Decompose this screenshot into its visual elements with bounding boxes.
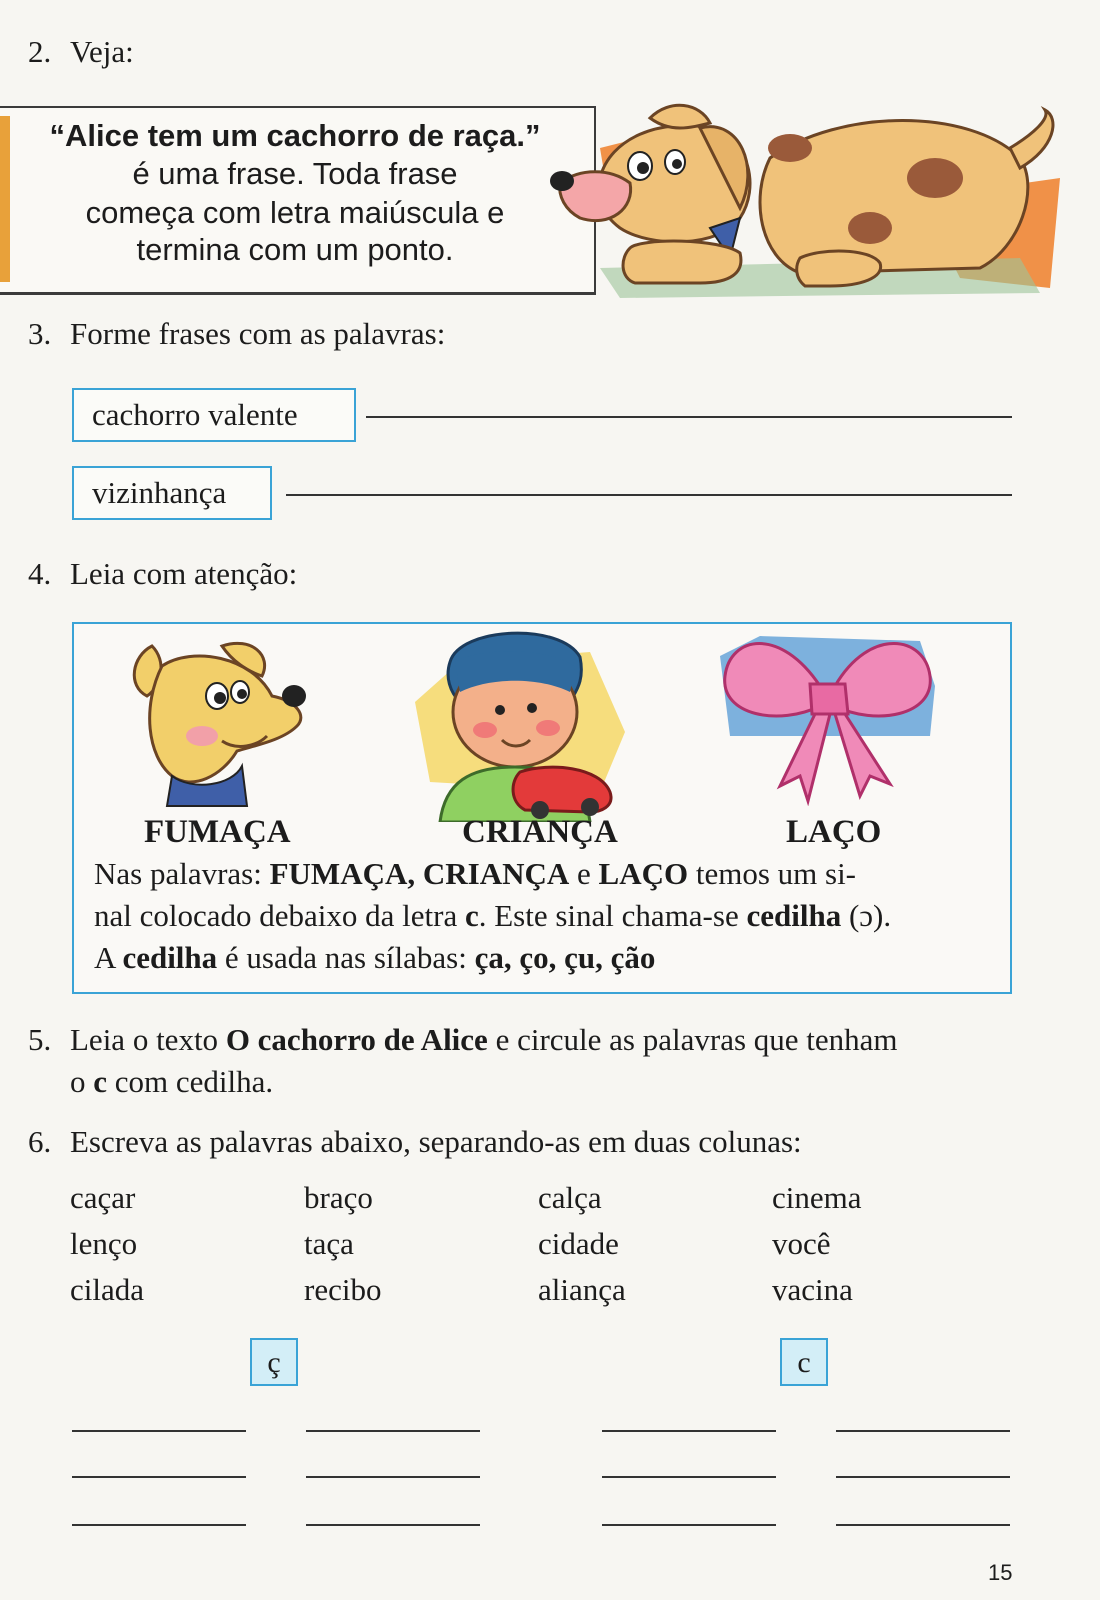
word-box-vizinhanca: vizinhança bbox=[72, 466, 272, 520]
answer-blank[interactable] bbox=[306, 1430, 480, 1432]
exercise-number: 3. bbox=[28, 316, 52, 351]
answer-blank[interactable] bbox=[72, 1430, 246, 1432]
exercise-3-heading bbox=[28, 316, 445, 352]
answer-blank[interactable] bbox=[836, 1476, 1010, 1478]
exercise-number: 4. bbox=[28, 556, 52, 591]
answer-blank[interactable] bbox=[72, 1524, 246, 1526]
text-run: Leia o texto bbox=[70, 1022, 226, 1057]
word-item: braço bbox=[304, 1180, 373, 1215]
exercise-number: 2. bbox=[28, 34, 52, 69]
answer-blank[interactable] bbox=[306, 1524, 480, 1526]
dog-crouching-illustration bbox=[540, 88, 1070, 308]
word-item: recibo bbox=[304, 1272, 382, 1307]
column-header-c: c bbox=[780, 1338, 828, 1386]
bold-run: cedilha bbox=[746, 898, 842, 933]
text-run: e circule as palavras que tenham bbox=[487, 1022, 898, 1057]
exercise-prompt: Escreva as palavras abaixo, separando-as em duas colunas: bbox=[70, 1124, 802, 1159]
child-with-toy-car-illustration bbox=[410, 622, 630, 822]
text-run: . Este sinal chama-se bbox=[478, 898, 747, 933]
bold-run: cedilha bbox=[122, 940, 218, 975]
dog-head-illustration bbox=[122, 626, 312, 816]
answer-blank[interactable] bbox=[72, 1476, 246, 1478]
decorative-strip bbox=[0, 116, 10, 282]
text-run: é usada nas sílabas: bbox=[217, 940, 475, 975]
text-run: nal colocado debaixo da letra bbox=[94, 898, 465, 933]
cedilha-paragraph-line-3 bbox=[94, 940, 655, 976]
exercise-prompt: Veja: bbox=[70, 34, 134, 69]
cedilha-paragraph-line-2 bbox=[94, 898, 891, 934]
word-item: cidade bbox=[538, 1226, 619, 1261]
rule-line-2: começa com letra maiúscula e bbox=[85, 195, 505, 230]
word-item: vacina bbox=[772, 1272, 853, 1307]
word-item: você bbox=[772, 1226, 831, 1261]
text-run: (ɔ). bbox=[841, 898, 892, 933]
exercise-2-heading bbox=[28, 34, 134, 70]
exercise-prompt: Forme frases com as palavras: bbox=[70, 316, 446, 351]
exercise-number: 6. bbox=[28, 1124, 52, 1159]
text-run: A bbox=[94, 940, 123, 975]
caption-fumaca: FUMAÇA bbox=[144, 814, 291, 850]
caption-laco: LAÇO bbox=[786, 814, 882, 850]
word-item: calça bbox=[538, 1180, 602, 1215]
answer-blank[interactable] bbox=[306, 1476, 480, 1478]
exercise-6-heading bbox=[28, 1124, 802, 1160]
exercise-5-line-2 bbox=[70, 1064, 273, 1100]
word-item: aliança bbox=[538, 1272, 626, 1307]
answer-blank[interactable] bbox=[602, 1476, 776, 1478]
example-sentence: “Alice tem um cachorro de raça.” bbox=[49, 118, 541, 153]
cedilha-paragraph-line-1 bbox=[94, 856, 856, 892]
text-run: temos um si- bbox=[688, 856, 857, 891]
word-item: lenço bbox=[70, 1226, 138, 1261]
word-item: caçar bbox=[70, 1180, 136, 1215]
caption-crianca: CRIANÇA bbox=[462, 814, 618, 850]
bold-run: FUMAÇA, CRIANÇA bbox=[269, 856, 570, 891]
bold-run: c bbox=[93, 1064, 108, 1099]
rule-line-1: é uma frase. Toda frase bbox=[132, 156, 458, 191]
answer-blank[interactable] bbox=[836, 1430, 1010, 1432]
exercise-number: 5. bbox=[28, 1022, 52, 1057]
answer-blank[interactable] bbox=[602, 1524, 776, 1526]
exercise-5-line-1 bbox=[28, 1022, 898, 1058]
pink-bow-illustration bbox=[720, 626, 940, 806]
text-run: o bbox=[70, 1064, 94, 1099]
answer-blank[interactable] bbox=[836, 1524, 1010, 1526]
rule-line-3: termina com um ponto. bbox=[136, 232, 454, 267]
text-run: Nas palavras: bbox=[94, 856, 270, 891]
answer-line[interactable] bbox=[286, 494, 1012, 496]
page-number: 15 bbox=[988, 1560, 1013, 1585]
bold-run: O cachorro de Alice bbox=[225, 1022, 488, 1057]
text-run: com cedilha. bbox=[107, 1064, 274, 1099]
exercise-prompt: Leia com atenção: bbox=[70, 556, 298, 591]
bold-run: LAÇO bbox=[598, 856, 689, 891]
exercise-4-heading bbox=[28, 556, 297, 592]
word-item: taça bbox=[304, 1226, 354, 1261]
answer-blank[interactable] bbox=[602, 1430, 776, 1432]
text-run: e bbox=[569, 856, 599, 891]
rule-box bbox=[0, 106, 596, 295]
word-box-cachorro-valente: cachorro valente bbox=[72, 388, 356, 442]
word-item: cilada bbox=[70, 1272, 145, 1307]
bold-run: ça, ço, çu, ção bbox=[474, 940, 656, 975]
bold-run: c bbox=[464, 898, 479, 933]
answer-line[interactable] bbox=[366, 416, 1012, 418]
word-item: cinema bbox=[772, 1180, 862, 1215]
column-header-c-cedilha: ç bbox=[250, 1338, 298, 1386]
